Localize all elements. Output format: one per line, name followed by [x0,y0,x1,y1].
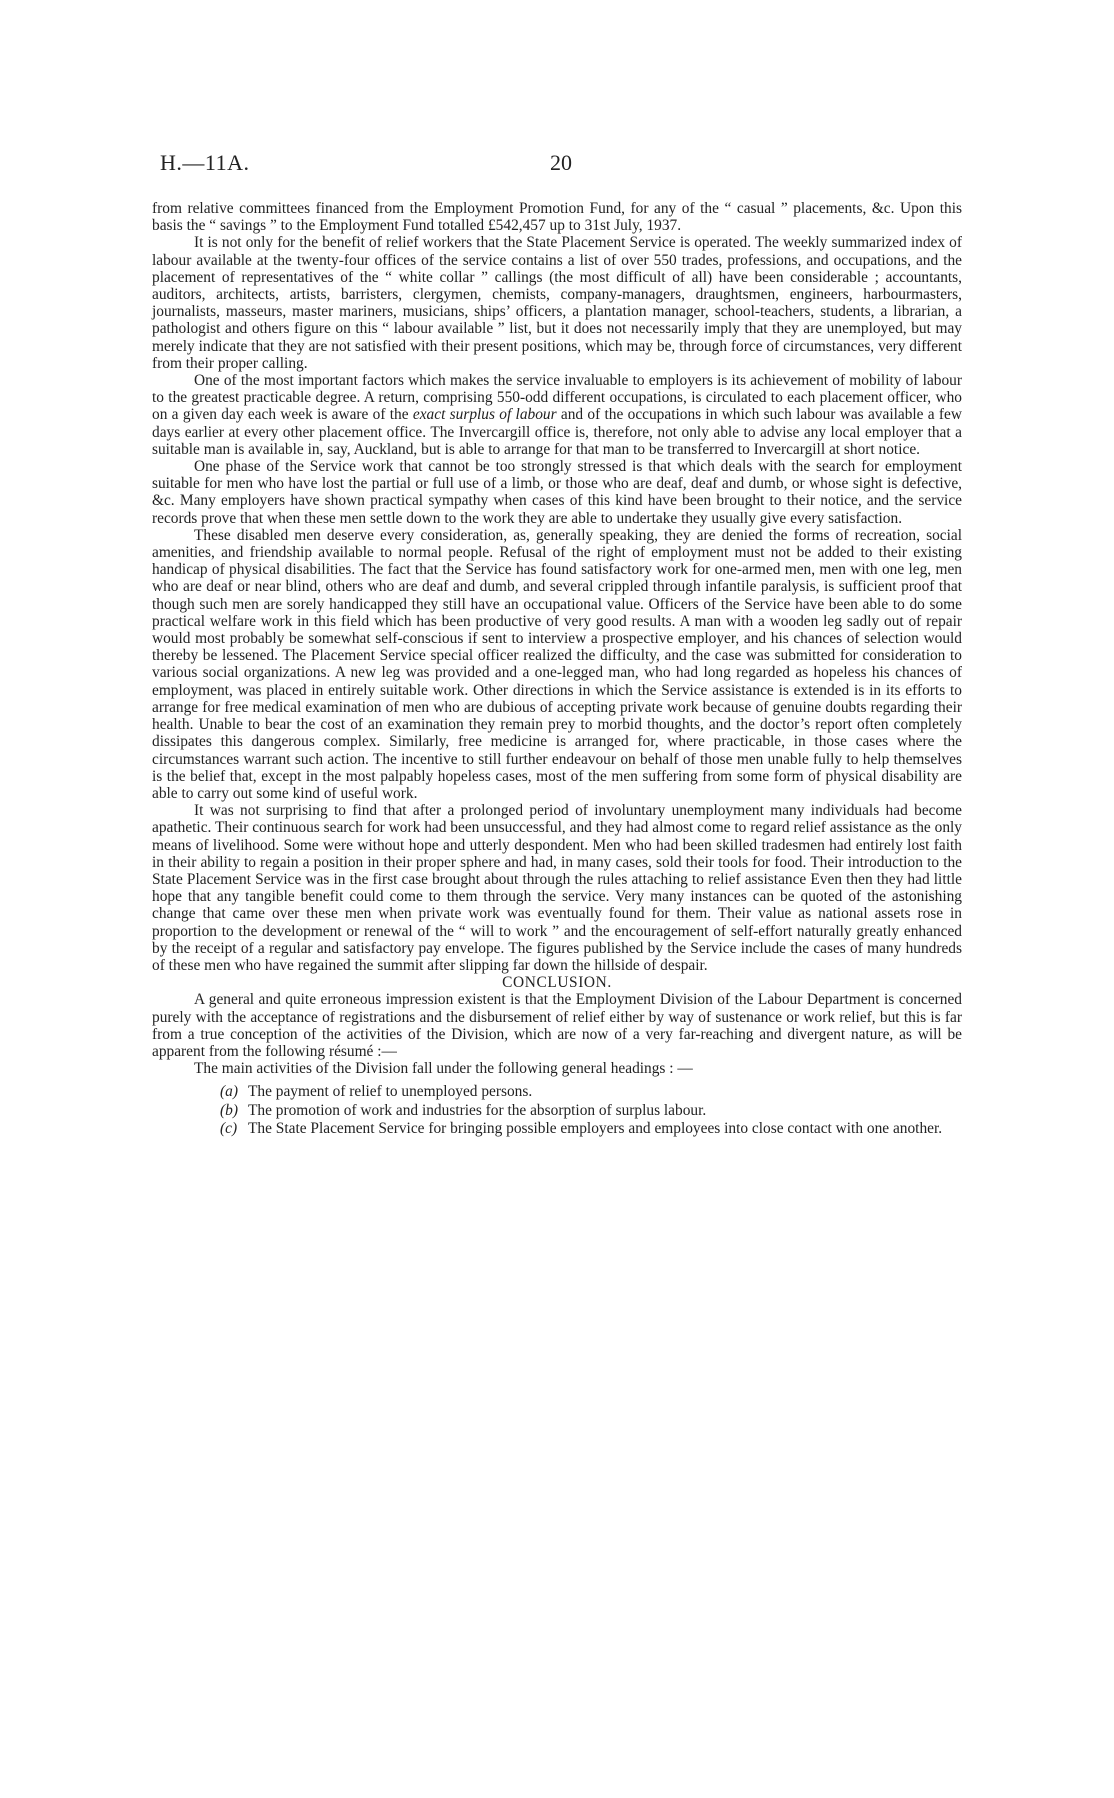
activities-list [152,1083,962,1137]
conclusion-lead: The main activities of the Division fall under the following general headings : — [194,1060,693,1078]
paragraph-6: It was not surprising to find that after a prolonged period of involuntary unemployment many individuals had become apathetic. Their continuous search for work had been unsuccessful, and they had almost come to regard relief assistance as the only means of livelihood. Some were without hope and utterly despondent. Men who had been skilled tradesmen had entirely lost faith in their ability to regain a position in their proper sphere and had, in many cases, sold their tools for food. Their introduction to the State Placement Service was in the first case brought about through the rules attaching to relief assistance Even then they had little hope that any tangible benefit could come to them through the service. Very many instances can be quoted of the astonishing change that came over these men when private work was eventually found for them. Their value as national assets rose in proportion to the development or renewal of the “ will to work ” and the encouragement of self-effort naturally greatly enhanced by the receipt of a regular and satisfactory pay envelope. The figures published by the Service include the cases of many hundreds of these men who have regained the summit after slipping far down the hillside of despair. [152,802,962,974]
body-text [152,200,962,1138]
list-item-marker: (b) [220,1101,238,1119]
paragraph-3-text-b: and of the occupations in which such labour was available a few days earlier at every other placement office. The Invercargill office is, therefore, not only able to advise any local employer that a suitable man is available in, say, Auckland, but is able to arrange for that man to be transferred to Invercargill at short notice. [152,406,962,458]
paragraph-3 [152,372,962,458]
paragraph-2: It is not only for the benefit of relief workers that the State Placement Service is operated. The weekly summarized index of labour available at the twenty-four offices of the service contains a list of over 550 trades, professions, and occupations, and the placement of representatives of the “ white collar ” callings (the most difficult of all) have been considerable ; accountants, auditors, architects, artists, barristers, clergymen, chemists, company-managers, draughtsmen, engineers, harbourmasters, journalists, masseurs, master mariners, musicians, ships’ officers, a plantation manager, school-teachers, students, a librarian, a pathologist and others figure on this “ labour available ” list, but it does not necessarily imply that they are unemployed, but may merely indicate that they are not satisfied with their present positions, which may be, through force of circumstances, very different from their proper calling. [152,234,962,372]
list-item-marker: (a) [220,1083,238,1101]
page-number: 20 [550,150,572,175]
list-item-text: The promotion of work and industries for the absorption of surplus labour. [248,1101,707,1119]
conclusion-paragraph: A general and quite erroneous impression existent is that the Employment Division of the Labour Department is concerned purely with the acceptance of registrations and the disbursement of relief either by way of sustenance or work relief, but this is far from a true conception of the activities of the Division, which are now of a very far-reaching and divergent nature, as will be apparent from the following résumé :— [152,991,962,1060]
list-item [152,1120,962,1137]
list-item-marker: (c) [220,1119,238,1137]
list-item-text: The State Placement Service for bringing possible employers and employees into close contact with one another. [248,1119,943,1137]
paragraph-3-emphasis: exact surplus of labour [412,406,557,424]
paragraph-3-text-a: One of the most important factors which makes the service invaluable to employers is its achievement of mobility of labour to the greatest practicable degree. A return, comprising 550-odd different occupations, is circulated to each placement officer, who on a given day each week is aware of the [152,372,962,424]
list-item-text: The payment of relief to unemployed persons. [248,1083,533,1101]
paragraph-1: from relative committees financed from the Employment Promotion Fund, for any of the “ casual ” placements, &c. Upon this basis the “ savings ” to the Employment Fund totalled £542,457 up to 31st July, 1937. [152,200,962,235]
list-item [152,1102,962,1119]
list-item [152,1083,962,1100]
document-code: H.—11A. [160,150,250,175]
paragraph-4: One phase of the Service work that cannot be too strongly stressed is that which deals with the search for employment suitable for men who have lost the partial or full use of a limb, or those who are deaf, deaf and dumb, or whose sight is defective, &c. Many employers have shown practical sympathy when cases of this kind have been brought to their notice, and the service records prove that when these men settle down to the work they are able to undertake they usually give every satisfaction. [152,458,962,527]
conclusion-heading: CONCLUSION. [502,974,612,992]
paragraph-5: These disabled men deserve every consideration, as, generally speaking, they are denied the forms of recreation, social amenities, and friendship available to normal people. Refusal of the right of employment must not be added to their existing handicap of physical disabilities. The fact that the Service has found satisfactory work for one-armed men, men with one leg, men who are deaf or near blind, others who are deaf and dumb, and several crippled through infantile paralysis, is sufficient proof that though such men are sorely handicapped they still have an occupational value. Officers of the Service have been able to do some practical welfare work in this field which has been productive of very good results. A man with a wooden leg sadly out of repair would most probably be somewhat self-conscious if sent to interview a prospective employer, and his chances of selection would thereby be lessened. The Placement Service special officer realized the difficulty, and the case was submitted for consideration to various social organizations. A new leg was provided and a one-legged man, who had long regarded as hopeless his chances of employment, was placed in entirely suitable work. Other directions in which the Service assistance is extended is in its efforts to arrange for free medical examination of men who are dubious of accepting private work because of genuine doubts regarding their health. Unable to bear the cost of an examination they remain prey to morbid thoughts, and the doctor’s report often completely dissipates this dangerous complex. Similarly, free medicine is arranged for, where practicable, in those cases where the circumstances warrant such action. The incentive to still further endeavour on behalf of those men unable fully to help themselves is the belief that, except in the most palpably hopeless cases, most of the men suffering from some form of physical disability are able to carry out some kind of useful work. [152,526,962,802]
page-header [160,150,960,178]
